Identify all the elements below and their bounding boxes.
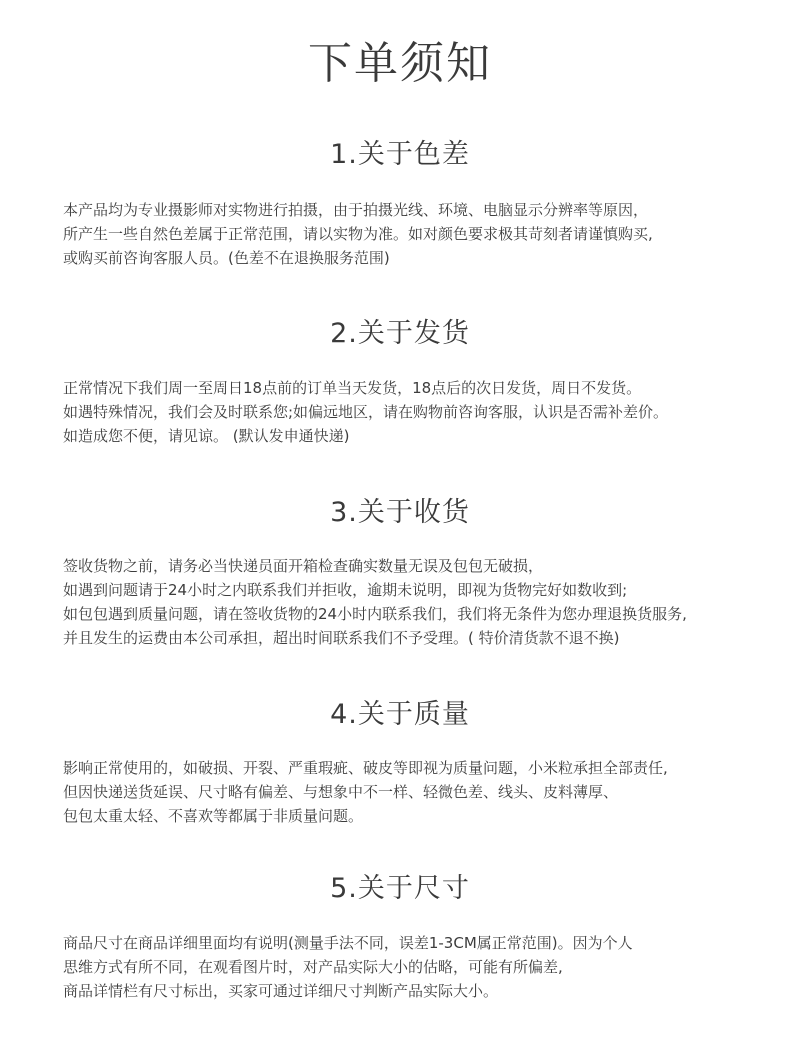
paragraph-line: 正常情况下我们周一至周日18点前的订单当天发货，18点后的次日发货，周日不发货。 (63, 379, 642, 397)
paragraph-line: 包包太重太轻、不喜欢等都属于非质量问题。 (63, 807, 364, 825)
section-body-shipping (63, 376, 793, 448)
section-title: 2.关于发货 (330, 318, 470, 349)
section-quality (0, 698, 800, 732)
paragraph-line: 思维方式有所不同，在观看图片时，对产品实际大小的估略，可能有所偏差, (63, 958, 563, 976)
section-size (0, 872, 800, 906)
paragraph-line: 或购买前咨询客服人员。(色差不在退换服务范围) (63, 249, 390, 267)
paragraph-line: 如遇到问题请于24小时之内联系我们并拒收，逾期未说明，即视为货物完好如数收到; (63, 581, 628, 599)
section-title: 3.关于收货 (330, 497, 470, 528)
paragraph-line: 商品尺寸在商品详细里面均有说明(测量手法不同，误差1-3CM属正常范围)。因为个人 (63, 934, 633, 952)
section-color-difference (0, 138, 800, 172)
paragraph-line: 并且发生的运费由本公司承担，超出时间联系我们不予受理。( 特价清货款不退不换) (63, 629, 620, 647)
section-body-receiving (63, 554, 793, 650)
page-title: 下单须知 (308, 38, 492, 89)
section-body-color-difference (63, 198, 793, 270)
paragraph-line: 如造成您不便，请见谅。 (默认发申通快递) (63, 427, 350, 445)
section-title: 5.关于尺寸 (330, 873, 470, 904)
paragraph-line: 本产品均为专业摄影师对实物进行拍摄，由于拍摄光线、环境、电脑显示分辨率等原因， (63, 201, 649, 219)
paragraph-line: 商品详情栏有尺寸标出，买家可通过详细尺寸判断产品实际大小。 (63, 982, 499, 1000)
paragraph-line: 但因快递送货延误、尺寸略有偏差、与想象中不一样、轻微色差、线头、皮料薄厚、 (63, 783, 619, 801)
section-title: 4.关于质量 (330, 699, 470, 730)
section-body-quality (63, 756, 793, 828)
paragraph-line: 所产生一些自然色差属于正常范围，请以实物为准。如对颜色要求极其苛刻者请谨慎购买, (63, 225, 653, 243)
paragraph-line: 如遇特殊情况，我们会及时联系您;如偏远地区，请在购物前咨询客服，认识是否需补差价。 (63, 403, 669, 421)
section-title: 1.关于色差 (330, 139, 470, 170)
section-body-size (63, 931, 793, 1003)
section-shipping (0, 317, 800, 351)
paragraph-line: 如包包遇到质量问题，请在签收货物的24小时内联系我们，我们将无条件为您办理退换货服务, (63, 605, 687, 623)
section-receiving (0, 496, 800, 530)
paragraph-line: 影响正常使用的，如破损、开裂、严重瑕疵、破皮等即视为质量问题，小米粒承担全部责任, (63, 759, 668, 777)
paragraph-line: 签收货物之前，请务必当快递员面开箱检查确实数量无误及包包无破损， (63, 557, 544, 575)
